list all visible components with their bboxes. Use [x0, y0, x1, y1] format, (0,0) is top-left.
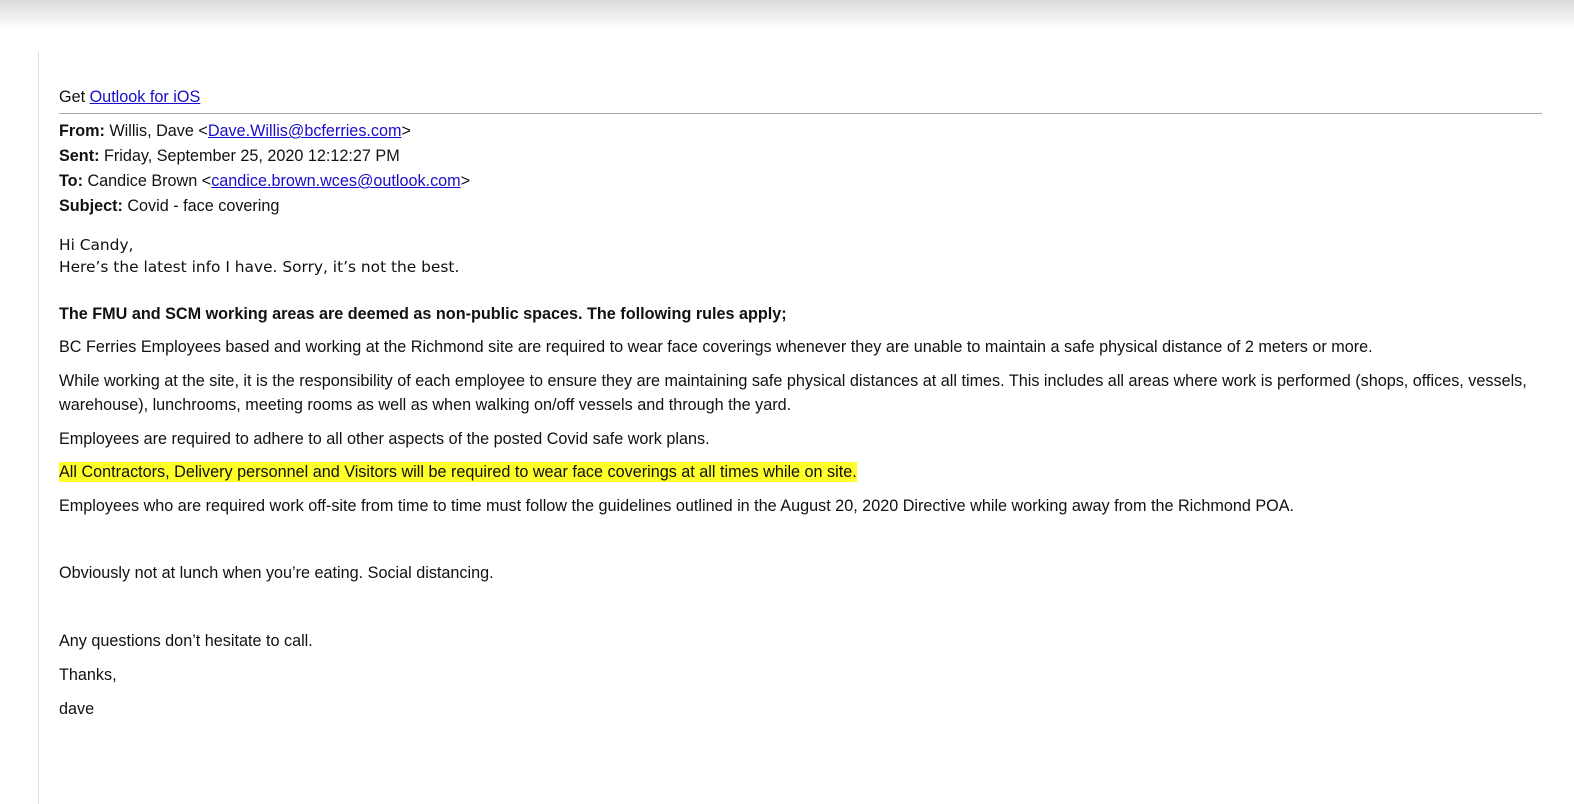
subject-value: Covid - face covering	[127, 197, 280, 215]
get-prefix: Get	[59, 88, 86, 106]
sent-label: Sent:	[59, 147, 100, 165]
email-message	[59, 85, 1559, 721]
to-line	[59, 169, 1559, 194]
rules-heading: The FMU and SCM working areas are deemed as non-public spaces. The following rules apply;	[59, 305, 787, 323]
from-name: Willis, Dave <	[109, 122, 208, 140]
get-outlook-line	[59, 85, 1559, 109]
from-close: >	[401, 122, 411, 140]
closing-paragraph: Any questions don’t hesitate to call.	[59, 632, 313, 650]
sent-line	[59, 144, 1559, 169]
rule-paragraph-4	[59, 460, 1559, 484]
rule-paragraph-2: While working at the site, it is the responsibility of each employee to ensure they are maintaining safe physical distances at all times. This includes all areas where work is performed (shops, offices, vessels, warehouse), lunchrooms, meeting rooms as well as when walking on/off vessels and through the yard.	[59, 372, 1527, 414]
highlighted-rule: All Contractors, Delivery personnel and Visitors will be required to wear face coverings at all times while on site.	[59, 463, 857, 481]
greeting-line-2: Here’s the latest info I have. Sorry, it’s not the best.	[59, 258, 460, 276]
to-close: >	[460, 172, 471, 190]
left-margin-rule	[38, 52, 39, 804]
to-email-link[interactable]: candice.brown.wces@outlook.com	[211, 172, 461, 190]
from-label: From:	[59, 122, 105, 140]
subject-line	[59, 194, 1559, 219]
thanks-line: Thanks,	[59, 666, 117, 684]
greeting	[59, 234, 1559, 278]
outlook-ios-link[interactable]: Outlook for iOS	[89, 88, 201, 106]
signature: dave	[59, 700, 95, 718]
from-line	[59, 119, 1559, 144]
from-email-link[interactable]: Dave.Willis@bcferries.com	[207, 122, 402, 140]
to-label: To:	[59, 172, 83, 190]
to-name: Candice Brown <	[87, 172, 212, 190]
header-divider	[59, 113, 1542, 114]
note-paragraph: Obviously not at lunch when you’re eating. Social distancing.	[59, 564, 494, 582]
rule-paragraph-5: Employees who are required work off-site from time to time must follow the guidelines outlined in the August 20, 2020 Directive while working away from the Richmond POA.	[59, 497, 1295, 515]
rule-paragraph-1: BC Ferries Employees based and working at the Richmond site are required to wear face coverings whenever they are unable to maintain a safe physical distance of 2 meters or more.	[59, 338, 1373, 356]
greeting-line-1: Hi Candy,	[59, 236, 134, 254]
rule-paragraph-3: Employees are required to adhere to all other aspects of the posted Covid safe work plans.	[59, 430, 710, 448]
top-shadow	[0, 0, 1574, 30]
sent-value: Friday, September 25, 2020 12:12:27 PM	[103, 147, 400, 165]
subject-label: Subject:	[59, 197, 123, 215]
